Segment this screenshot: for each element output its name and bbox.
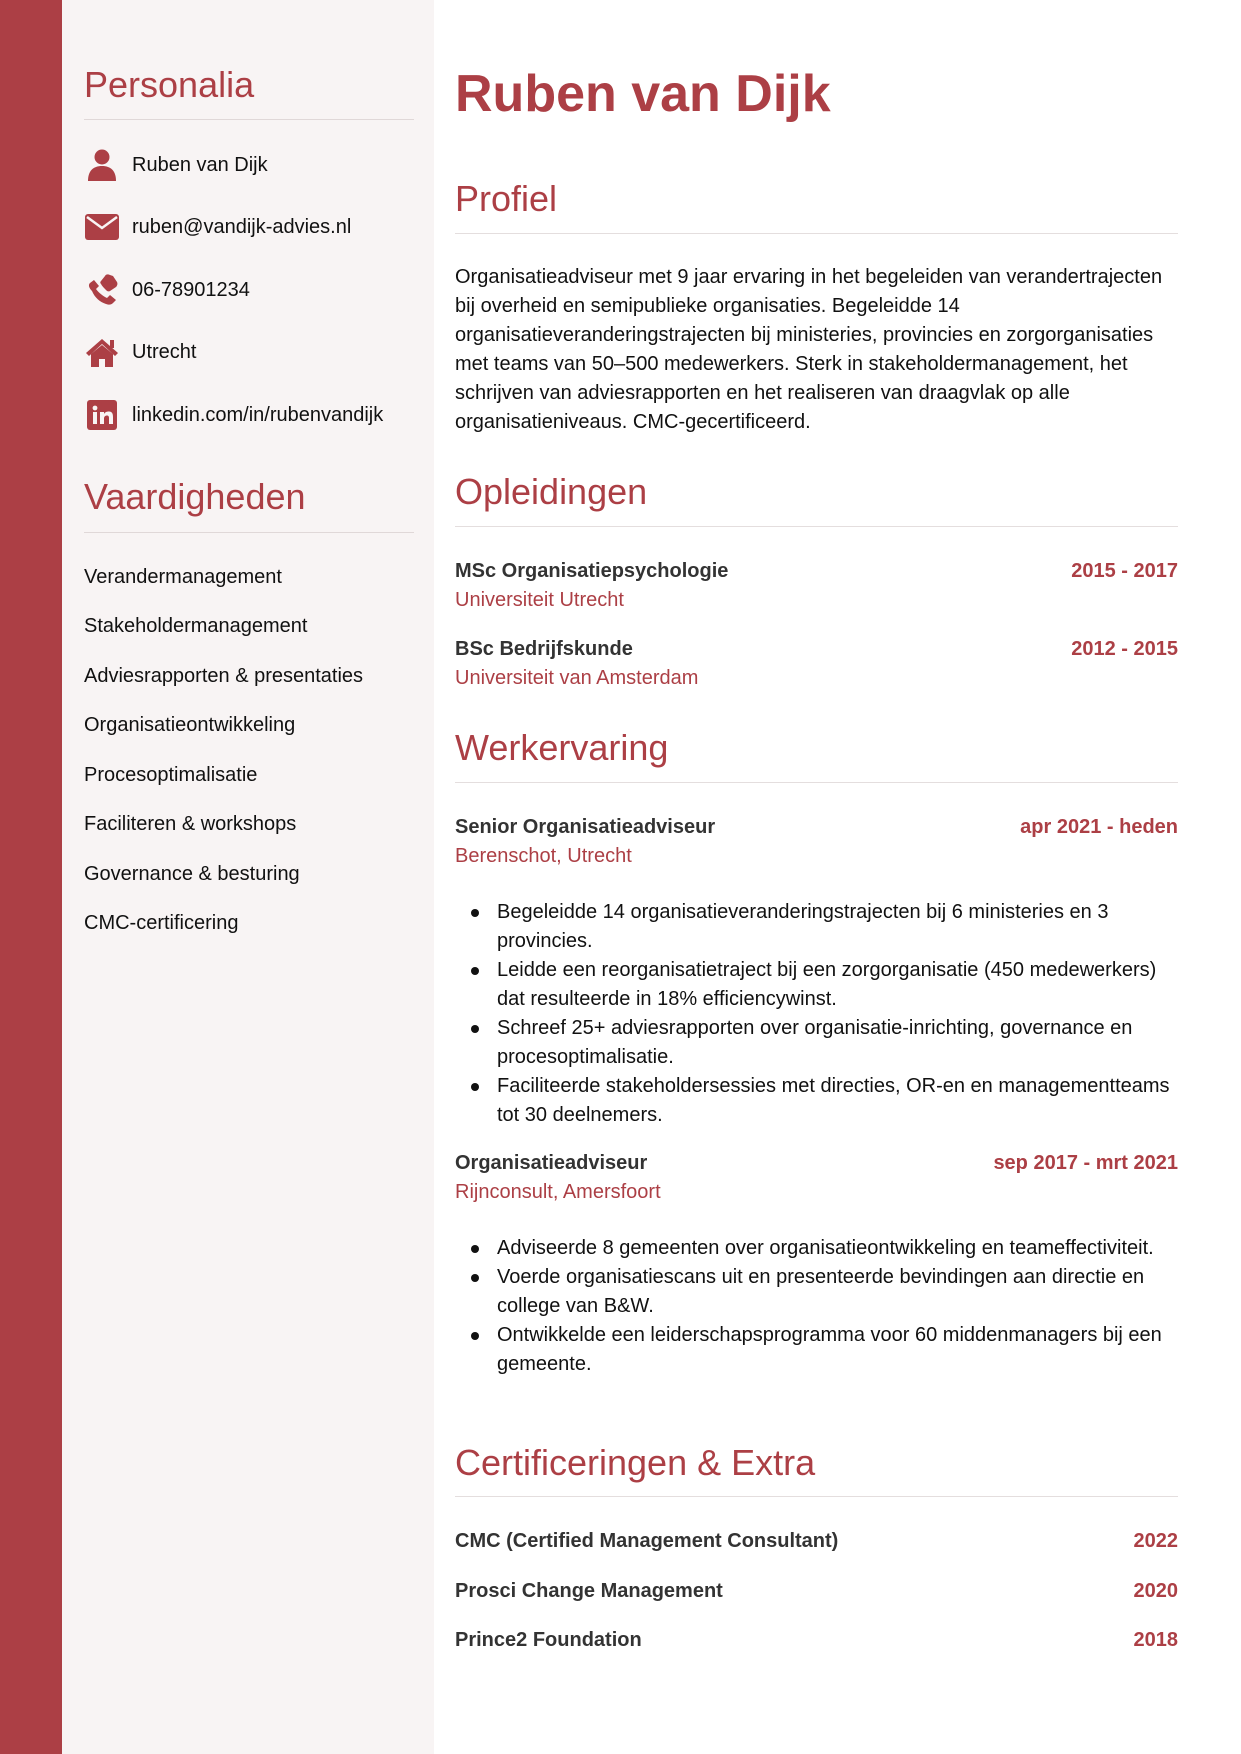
skill-item: Governance & besturing [84, 863, 300, 885]
personalia-divider [84, 119, 414, 120]
job-company: Rijnconsult, Amersfoort [455, 1181, 661, 1203]
linkedin-icon [84, 397, 120, 433]
personalia-heading: Personalia [84, 64, 255, 105]
job-title: Senior Organisatieadviseur [455, 816, 716, 838]
contact-phone[interactable]: 06-78901234 [132, 278, 250, 301]
skill-item: Procesoptimalisatie [84, 764, 258, 786]
education-divider [455, 526, 1178, 527]
job-bullet: Adviseerde 8 gemeenten over organisatieontwikkeling en teameffectiviteit. [497, 1234, 1178, 1263]
skill-item: Verandermanagement [84, 566, 282, 588]
job-bullets [455, 898, 1178, 1130]
certifications-divider [455, 1496, 1178, 1497]
skills-divider [84, 532, 414, 533]
education-heading: Opleidingen [455, 471, 648, 512]
phone-icon [84, 272, 120, 308]
envelope-icon [84, 209, 120, 245]
contact-email-row[interactable] [84, 209, 424, 245]
job-bullet: Schreef 25+ adviesrapporten over organisatie-inrichting, governance en procesoptimalisatie. [497, 1014, 1178, 1072]
certification-title: Prosci Change Management [455, 1580, 723, 1602]
certification-year: 2022 [1133, 1530, 1178, 1552]
education-title: BSc Bedrijfskunde [455, 638, 633, 660]
certifications-heading: Certificeringen & Extra [455, 1442, 816, 1483]
profile-heading: Profiel [455, 178, 558, 219]
certification-title: Prince2 Foundation [455, 1629, 642, 1651]
experience-heading: Werkervaring [455, 727, 669, 768]
job-bullet: Voerde organisatiescans uit en presenteerde bevindingen aan directie en college van B&W. [497, 1263, 1178, 1321]
job-bullet: Faciliteerde stakeholdersessies met directies, OR-en en managementteams tot 30 deelnemers. [497, 1072, 1178, 1130]
education-institution: Universiteit van Amsterdam [455, 667, 699, 689]
education-title: MSc Organisatiepsychologie [455, 560, 729, 582]
job-bullet: Ontwikkelde een leiderschapsprogramma voor 60 middenmanagers bij een gemeente. [497, 1321, 1178, 1379]
job-bullet: Begeleidde 14 organisatieveranderingstrajecten bij 6 ministeries en 3 provincies. [497, 898, 1178, 956]
certification-year: 2018 [1133, 1629, 1178, 1651]
contact-email[interactable]: ruben@vandijk-advies.nl [132, 215, 352, 238]
experience-divider [455, 782, 1178, 783]
job-date: apr 2021 - heden [1020, 816, 1178, 838]
contact-phone-row[interactable] [84, 272, 424, 308]
accent-bar [0, 0, 62, 1754]
skill-item: Faciliteren & workshops [84, 813, 297, 835]
skill-item: Stakeholdermanagement [84, 615, 308, 637]
education-date: 2015 - 2017 [1071, 560, 1178, 582]
contact-city: Utrecht [132, 340, 197, 363]
contact-linkedin-row[interactable] [84, 397, 424, 433]
education-institution: Universiteit Utrecht [455, 589, 624, 611]
job-bullet: Leidde een reorganisatietraject bij een zorgorganisatie (450 medewerkers) dat resulteerde in 18% efficiencywinst. [497, 956, 1178, 1014]
skill-item: CMC-certificering [84, 912, 239, 934]
job-bullets [455, 1234, 1178, 1379]
skill-item: Organisatieontwikkeling [84, 714, 296, 736]
job-title: Organisatieadviseur [455, 1152, 648, 1174]
certification-title: CMC (Certified Management Consultant) [455, 1530, 839, 1552]
skills-heading: Vaardigheden [84, 476, 306, 517]
contact-city-row [84, 334, 424, 370]
profile-divider [455, 233, 1178, 234]
contact-name: Ruben van Dijk [132, 153, 268, 176]
contact-name-row [84, 147, 424, 183]
home-icon [84, 334, 120, 370]
contact-linkedin[interactable]: linkedin.com/in/rubenvandijk [132, 403, 384, 426]
profile-text: Organisatieadviseur met 9 jaar ervaring in het begeleiden van verandertrajecten bij overheid en semipublieke organisaties. Begeleidde 14 organisatieveranderingstrajecten bij ministeries, provincies en zorgorganisaties met teams van 50–500 medewerkers. Sterk in stakeholdermanagement, het schrijven van adviesrapporten en het realiseren van draagvlak op alle organisatieniveaus. CMC-gecertificeerd. [455, 266, 1163, 433]
education-date: 2012 - 2015 [1071, 638, 1178, 660]
job-company: Berenschot, Utrecht [455, 845, 632, 867]
user-icon [84, 147, 120, 183]
skill-item: Adviesrapporten & presentaties [84, 665, 364, 687]
candidate-name: Ruben van Dijk [455, 65, 831, 123]
certification-year: 2020 [1133, 1580, 1178, 1602]
job-date: sep 2017 - mrt 2021 [993, 1152, 1178, 1174]
